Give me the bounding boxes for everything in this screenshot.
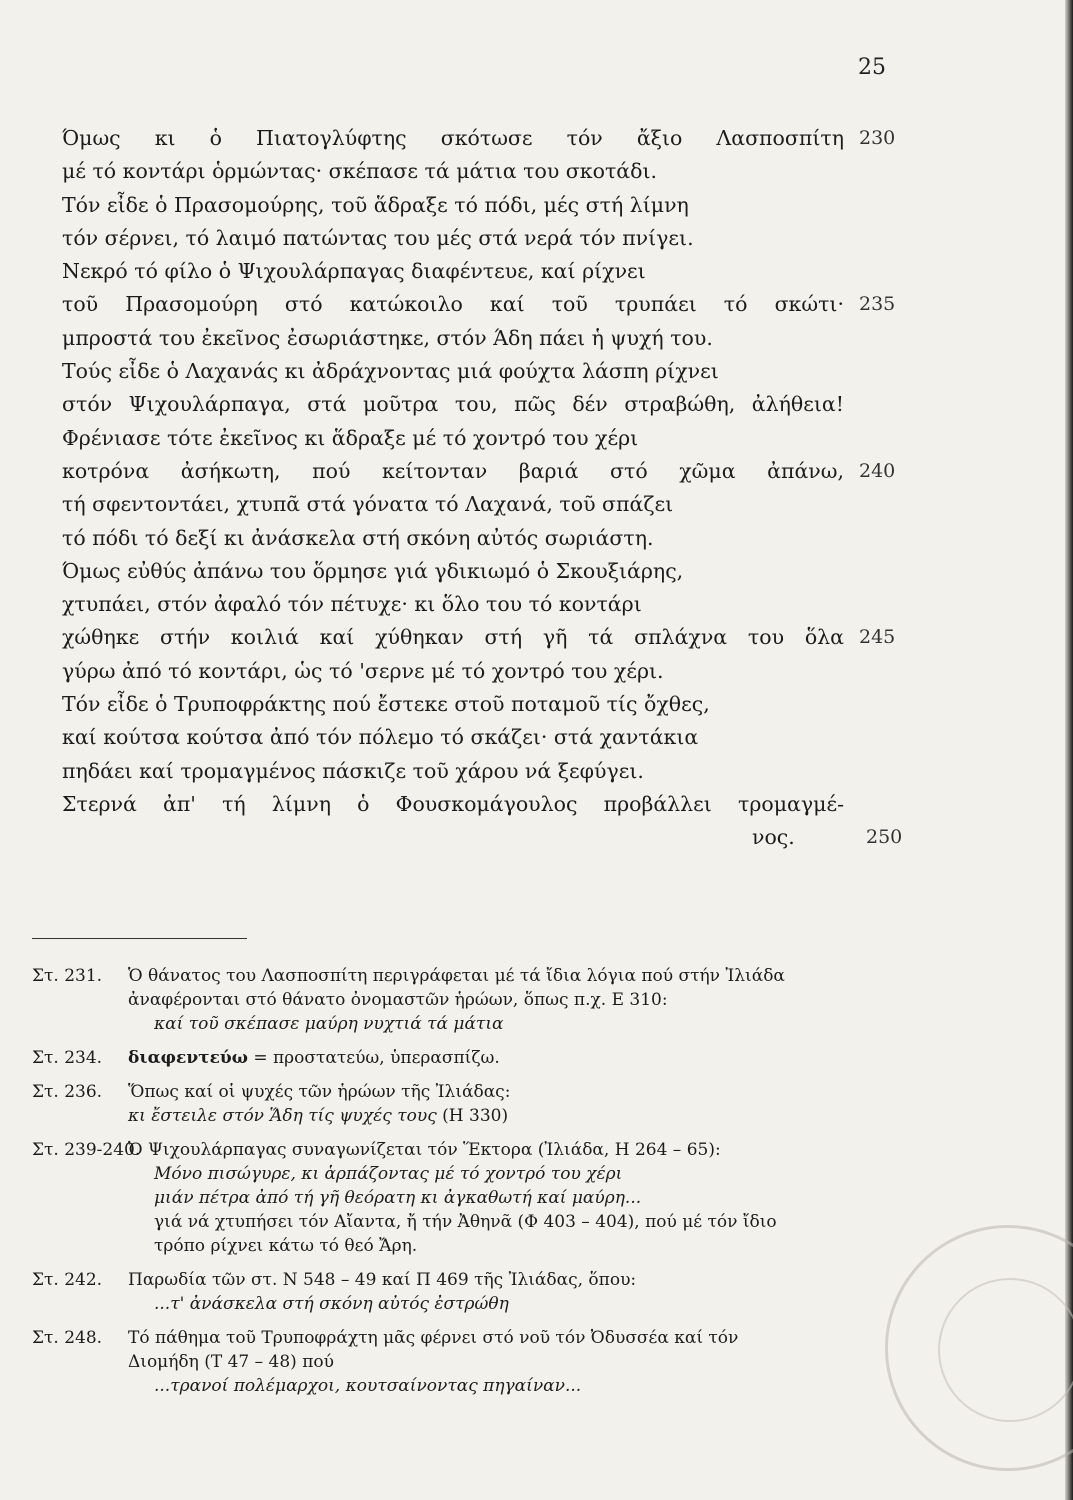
verse-line xyxy=(62,588,922,621)
footnote xyxy=(32,964,912,1036)
verse-text: τόν σέρνει, τό λαιμό πατώντας του μές στά νερά τόν πνίγει. xyxy=(62,225,694,250)
verse-text: τοῦ Πρασομούρη στό κατώκοιλο καί τοῦ τρυπάει τό σκώτι· xyxy=(62,292,844,317)
verse-text: στόν Ψιχουλάρπαγα, στά μοῦτρα του, πῶς δέν στραβώθη, ἀλήθεια! xyxy=(62,392,844,417)
verse-line xyxy=(62,288,922,321)
footnote-label: Στ. 236. xyxy=(32,1082,103,1102)
footnote xyxy=(32,1080,912,1128)
verse-number: 240 xyxy=(859,459,896,482)
poem-verses xyxy=(62,122,922,855)
footnote-text: Ὁ θάνατος του Λασποσπίτη περιγράφεται μέ τά ἴδια λόγια πού στήν Ἰλιάδα xyxy=(128,966,785,986)
verse-line xyxy=(62,555,922,588)
verse-text: χώθηκε στήν κοιλιά καί χύθηκαν στή γῆ τά σπλάχνα του ὅλα xyxy=(62,625,844,650)
footnote-quote: καί τοῦ σκέπασε μαύρη νυχτιά τά μάτια xyxy=(154,1014,504,1034)
footnote-quote: ...τρανοί πολέμαρχοι, κουτσαίνοντας πηγαίναν... xyxy=(154,1376,582,1396)
footnote-text: ἀναφέρονται στό θάνατο ὀνομαστῶν ἡρώων, ὅπως π.χ. Ε 310: xyxy=(128,990,668,1010)
footnote-quote: ...τ' ἀνάσκελα στή σκόνη αὐτός ἐστρώθη xyxy=(154,1294,509,1314)
verse-text: Στερνά ἀπ' τή λίμνη ὁ Φουσκομάγουλος προβάλλει τρομαγμέ- xyxy=(62,791,844,816)
verse-text: τό πόδι τό δεξί κι ἀνάσκελα στή σκόνη αὐτός σωριάστη. xyxy=(62,525,654,550)
footnote-label: Στ. 242. xyxy=(32,1270,103,1290)
verse-text: Όμως κι ὁ Πιατογλύφτης σκότωσε τόν ἄξιο Λασποσπίτη xyxy=(62,126,844,150)
verse-text: μπροστά του ἐκεῖνος ἐσωριάστηκε, στόν Άδη πάει ἡ ψυχή του. xyxy=(62,325,713,350)
verse-text: Όμως εὐθύς ἀπάνω του ὅρμησε γιά γδικιωμό ὁ Σκουξιάρης, xyxy=(62,558,684,583)
verse-text: πηδάει καί τρομαγμένος πάσκιζε τοῦ χάρου νά ξεφύγει. xyxy=(62,758,644,783)
page-number: 25 xyxy=(858,55,886,80)
verse-line xyxy=(62,222,922,255)
verse-text: κοτρόνα ἀσήκωτη, πού κείτονταν βαριά στό χῶμα ἀπάνω, xyxy=(62,458,844,483)
verse-line xyxy=(62,255,922,288)
verse-text: καί κούτσα κούτσα ἀπό τόν πόλεμο τό σκάζει· στά χαντάκια xyxy=(62,725,699,750)
verse-text: νος. xyxy=(752,825,795,850)
verse-line xyxy=(62,788,922,821)
verse-line xyxy=(62,355,922,388)
verse-text: Τόν εἶδε ὁ Πρασομούρης, τοῦ ἅδραξε τό πόδι, μές στή λίμνη xyxy=(62,192,689,217)
verse-text: Τόν εἶδε ὁ Τρυποφράκτης πού ἔστεκε στοῦ ποταμοῦ τίς ὄχθες, xyxy=(62,692,710,717)
verse-line xyxy=(62,655,922,688)
footnote-text: Ὅπως καί οἱ ψυχές τῶν ἡρώων τῆς Ἰλιάδας: xyxy=(128,1082,511,1102)
verse-text: Φρένιασε τότε ἐκεῖνος κι ἅδραξε μέ τό χοντρό του χέρι xyxy=(62,425,639,450)
footnote-text: τρόπο ρίχνει κάτω τό θεό Ἄρη. xyxy=(154,1236,418,1256)
footnote-label: Στ. 248. xyxy=(32,1328,103,1348)
verse-line xyxy=(62,189,922,222)
footnote-quote: Μόνο πισώγυρε, κι ἁρπάζοντας μέ τό χοντρό του χέρι xyxy=(154,1164,623,1184)
verse-number: 250 xyxy=(866,826,903,849)
footnote-reference: (Η 330) xyxy=(436,1106,509,1126)
verse-number: 230 xyxy=(859,127,896,149)
verse-line xyxy=(62,755,922,788)
footnote xyxy=(32,1138,912,1258)
verse-text: μέ τό κοντάρι ὁρμώντας· σκέπασε τά μάτια του σκοτάδι. xyxy=(62,159,658,184)
verse-line xyxy=(62,322,922,355)
footnote-label: Στ. 231. xyxy=(32,966,103,986)
footnote xyxy=(32,1046,912,1070)
verse-number: 245 xyxy=(859,626,896,649)
footnote-text: Ὁ Ψιχουλάρπαγας συναγωνίζεται τόν Ἕκτορα (Ἰλιάδα, Η 264 – 65): xyxy=(128,1140,721,1160)
footnote-divider xyxy=(32,938,247,939)
footnote xyxy=(32,1268,912,1316)
verse-text: χτυπάει, στόν ἀφαλό τόν πέτυχε· κι ὅλο του τό κοντάρι xyxy=(62,592,642,617)
verse-line xyxy=(62,422,922,455)
verse-text: Νεκρό τό φίλο ὁ Ψιχουλάρπαγας διαφέντευε, καί ρίχνει xyxy=(62,259,646,284)
footnote-text: Τό πάθημα τοῦ Τρυποφράχτη μᾶς φέρνει στό νοῦ τόν Ὀδυσσέα καί τόν xyxy=(128,1328,739,1348)
verse-text: τή σφεντοντάει, χτυπᾶ στά γόνατα τό Λαχανά, τοῦ σπάζει xyxy=(62,492,674,517)
verse-line xyxy=(62,488,922,521)
verse-line-continuation xyxy=(62,821,922,854)
footnote-label: Στ. 239-240. xyxy=(32,1140,141,1160)
verse-line xyxy=(62,621,922,654)
library-stamp-inner-ring xyxy=(938,1278,1073,1422)
library-stamp xyxy=(885,1225,1073,1471)
footnote-quote: κι ἔστειλε στόν Ἅδη τίς ψυχές τους xyxy=(128,1106,437,1126)
verse-line xyxy=(62,688,922,721)
footnote-text: Διομήδη (Τ 47 – 48) πού xyxy=(128,1352,334,1372)
footnote-label: Στ. 234. xyxy=(32,1048,103,1068)
verse-line xyxy=(62,388,922,421)
verse-line xyxy=(62,155,922,188)
footnote-quote: μιάν πέτρα ἀπό τή γῆ θεόρατη κι ἀγκαθωτή καί μαύρη... xyxy=(154,1188,642,1208)
footnotes xyxy=(32,964,912,1408)
footnote xyxy=(32,1326,912,1398)
footnote-term: διαφεντεύω xyxy=(128,1048,248,1068)
verse-text: Τούς εἶδε ὁ Λαχανάς κι ἀδράχνοντας μιά φούχτα λάσπη ρίχνει xyxy=(62,359,719,384)
footnote-text: Παρωδία τῶν στ. Ν 548 – 49 καί Π 469 τῆς Ἰλιάδας, ὅπου: xyxy=(128,1270,637,1290)
verse-line xyxy=(62,721,922,754)
footnote-text: γιά νά χτυπήσει τόν Αἴαντα, ἤ τήν Ἀθηνᾶ (Φ 403 – 404), πού μέ τόν ἴδιο xyxy=(154,1212,777,1232)
verse-line xyxy=(62,522,922,555)
verse-text: γύρω ἀπό τό κοντάρι, ὡς τό 'σερνε μέ τό χοντρό του χέρι. xyxy=(62,658,664,683)
verse-line xyxy=(62,455,922,488)
verse-number: 235 xyxy=(859,293,896,316)
verse-line xyxy=(62,122,922,155)
footnote-definition: = προστατεύω, ὑπερασπίζω. xyxy=(247,1048,500,1068)
